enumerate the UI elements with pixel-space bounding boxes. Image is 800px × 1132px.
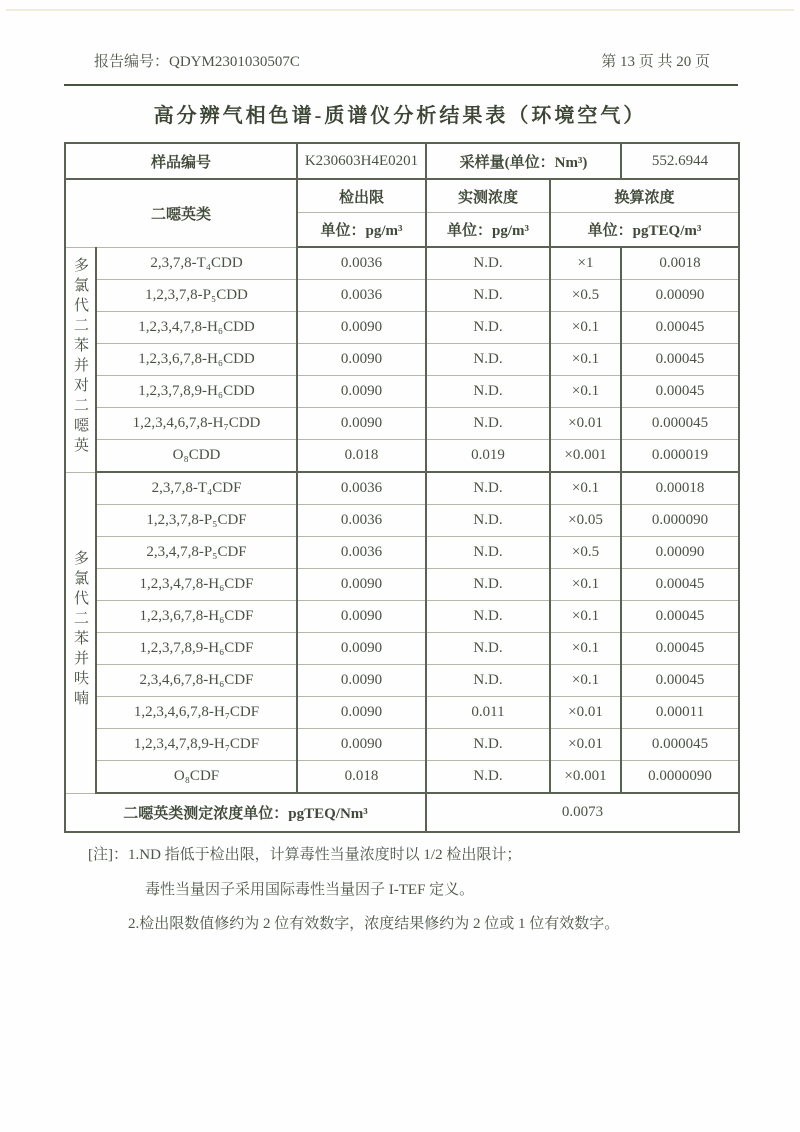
sample-volume-value: 552.6944 bbox=[621, 143, 739, 179]
footnote-prefix: [注]： bbox=[88, 847, 128, 863]
congener-name: 1,2,3,7,8-P₅CDD bbox=[96, 280, 297, 312]
sample-volume-label: 采样量(单位：Nm³) bbox=[426, 143, 621, 179]
scan-artifact-line bbox=[6, 9, 794, 11]
table-row bbox=[65, 761, 739, 794]
tef-factor: ×0.1 bbox=[550, 569, 621, 601]
teq-value: 0.00045 bbox=[621, 601, 739, 633]
analysis-results-table bbox=[64, 142, 740, 833]
detection-limit-value: 0.0090 bbox=[297, 376, 426, 408]
teq-value: 0.00045 bbox=[621, 569, 739, 601]
detection-limit-value: 0.0036 bbox=[297, 537, 426, 569]
detection-limit-value: 0.0036 bbox=[297, 247, 426, 280]
congener-name: 2,3,4,7,8-P₅CDF bbox=[96, 537, 297, 569]
table-row bbox=[65, 344, 739, 376]
tef-factor: ×0.5 bbox=[550, 537, 621, 569]
table-row bbox=[65, 505, 739, 537]
teq-value: 0.000019 bbox=[621, 440, 739, 473]
teq-value: 0.000045 bbox=[621, 729, 739, 761]
measured-unit: 单位：pg/m³ bbox=[426, 213, 550, 248]
measured-value: N.D. bbox=[426, 312, 550, 344]
teq-value: 0.00018 bbox=[621, 472, 739, 505]
sample-id-value: K230603H4E0201 bbox=[297, 143, 426, 179]
tef-factor: ×0.1 bbox=[550, 601, 621, 633]
report-number-label: 报告编号： bbox=[94, 54, 170, 70]
group-pcdf-label: 多氯代二苯并呋喃 bbox=[72, 550, 88, 710]
tef-factor: ×0.01 bbox=[550, 697, 621, 729]
detection-limit-value: 0.0090 bbox=[297, 312, 426, 344]
table-row bbox=[65, 665, 739, 697]
detection-limit-header: 检出限 bbox=[297, 179, 426, 213]
teq-value: 0.00011 bbox=[621, 697, 739, 729]
tef-factor: ×0.1 bbox=[550, 633, 621, 665]
congener-name: 1,2,3,6,7,8-H₆CDD bbox=[96, 344, 297, 376]
measured-value: N.D. bbox=[426, 665, 550, 697]
tef-factor: ×0.1 bbox=[550, 665, 621, 697]
detection-limit-unit: 单位：pg/m³ bbox=[297, 213, 426, 248]
congener-name: O₈CDD bbox=[96, 440, 297, 473]
measured-value: N.D. bbox=[426, 633, 550, 665]
analyte-class-header: 二噁英类 bbox=[65, 179, 297, 247]
total-teq-value: 0.0073 bbox=[426, 793, 739, 832]
measured-value: N.D. bbox=[426, 344, 550, 376]
sample-info-row bbox=[65, 143, 739, 179]
footnotes bbox=[88, 843, 728, 933]
teq-value: 0.00045 bbox=[621, 665, 739, 697]
table-row bbox=[65, 376, 739, 408]
teq-value: 0.00045 bbox=[621, 376, 739, 408]
page-title: 高分辨气相色谱-质谱仪分析结果表（环境空气） bbox=[153, 105, 647, 127]
total-teq-row bbox=[65, 793, 739, 832]
congener-name: O₈CDF bbox=[96, 761, 297, 794]
tef-factor: ×0.01 bbox=[550, 408, 621, 440]
congener-name: 1,2,3,7,8-P₅CDF bbox=[96, 505, 297, 537]
footnote-line-3: 2.检出限数值修约为 2 位有效数字，浓度结果修约为 2 位或 1 位有效数字。 bbox=[128, 916, 620, 932]
measured-value: N.D. bbox=[426, 376, 550, 408]
congener-name: 1,2,3,7,8,9-H₆CDF bbox=[96, 633, 297, 665]
report-number-value: QDYM2301030507C bbox=[169, 54, 300, 70]
detection-limit-value: 0.0090 bbox=[297, 569, 426, 601]
measured-value: N.D. bbox=[426, 472, 550, 505]
congener-name: 1,2,3,4,6,7,8-H₇CDD bbox=[96, 408, 297, 440]
page-indicator: 第 13 页 共 20 页 bbox=[601, 54, 710, 70]
teq-value: 0.000090 bbox=[621, 505, 739, 537]
group-pcdd bbox=[65, 247, 96, 472]
tef-factor: ×0.1 bbox=[550, 472, 621, 505]
congener-name: 2,3,4,6,7,8-H₆CDF bbox=[96, 665, 297, 697]
group-pcdd-label: 多氯代二苯并对二噁英 bbox=[72, 257, 88, 457]
tef-factor: ×0.05 bbox=[550, 505, 621, 537]
column-header-row bbox=[65, 179, 739, 213]
table-row bbox=[65, 729, 739, 761]
table-row bbox=[65, 408, 739, 440]
tef-factor: ×0.5 bbox=[550, 280, 621, 312]
congener-name: 1,2,3,6,7,8-H₆CDF bbox=[96, 601, 297, 633]
detection-limit-value: 0.0090 bbox=[297, 665, 426, 697]
teq-value: 0.0018 bbox=[621, 247, 739, 280]
header-divider bbox=[64, 84, 738, 86]
table-row bbox=[65, 247, 739, 280]
congener-name: 1,2,3,4,7,8,9-H₇CDF bbox=[96, 729, 297, 761]
measured-value: N.D. bbox=[426, 601, 550, 633]
total-teq-label: 二噁英类测定浓度单位：pgTEQ/Nm³ bbox=[65, 793, 426, 832]
detection-limit-value: 0.018 bbox=[297, 440, 426, 473]
tef-factor: ×1 bbox=[550, 247, 621, 280]
table-row bbox=[65, 569, 739, 601]
tef-factor: ×0.1 bbox=[550, 312, 621, 344]
measured-value: N.D. bbox=[426, 569, 550, 601]
footnote-line-2: 毒性当量因子采用国际毒性当量因子 I-TEF 定义。 bbox=[145, 882, 475, 898]
congener-name: 1,2,3,4,7,8-H₆CDD bbox=[96, 312, 297, 344]
table-row bbox=[65, 440, 739, 473]
teq-value: 0.00090 bbox=[621, 280, 739, 312]
measured-value: N.D. bbox=[426, 408, 550, 440]
group-pcdf bbox=[65, 472, 96, 793]
congener-name: 2,3,7,8-T₄CDD bbox=[96, 247, 297, 280]
detection-limit-value: 0.0036 bbox=[297, 505, 426, 537]
table-row bbox=[65, 697, 739, 729]
teq-value: 0.00045 bbox=[621, 633, 739, 665]
tef-factor: ×0.001 bbox=[550, 761, 621, 794]
detection-limit-value: 0.0090 bbox=[297, 633, 426, 665]
table-row bbox=[65, 280, 739, 312]
measured-concentration-header: 实测浓度 bbox=[426, 179, 550, 213]
congener-name: 1,2,3,4,7,8-H₆CDF bbox=[96, 569, 297, 601]
tef-factor: ×0.1 bbox=[550, 376, 621, 408]
detection-limit-value: 0.0090 bbox=[297, 408, 426, 440]
detection-limit-value: 0.0036 bbox=[297, 472, 426, 505]
measured-value: N.D. bbox=[426, 247, 550, 280]
detection-limit-value: 0.0090 bbox=[297, 729, 426, 761]
measured-value: N.D. bbox=[426, 505, 550, 537]
detection-limit-value: 0.0036 bbox=[297, 280, 426, 312]
teq-value: 0.00045 bbox=[621, 312, 739, 344]
table-row bbox=[65, 472, 739, 505]
converted-concentration-header: 换算浓度 bbox=[550, 179, 739, 213]
teq-value: 0.00045 bbox=[621, 344, 739, 376]
teq-value: 0.000045 bbox=[621, 408, 739, 440]
tef-factor: ×0.1 bbox=[550, 344, 621, 376]
measured-value: N.D. bbox=[426, 761, 550, 794]
document-header bbox=[94, 50, 710, 71]
converted-unit: 单位：pgTEQ/m³ bbox=[550, 213, 739, 248]
teq-value: 0.00090 bbox=[621, 537, 739, 569]
measured-value: N.D. bbox=[426, 729, 550, 761]
sample-id-label: 样品编号 bbox=[65, 143, 297, 179]
report-number bbox=[94, 50, 300, 71]
congener-name: 2,3,7,8-T₄CDF bbox=[96, 472, 297, 505]
measured-value: N.D. bbox=[426, 537, 550, 569]
table-row bbox=[65, 312, 739, 344]
detection-limit-value: 0.0090 bbox=[297, 601, 426, 633]
measured-value: 0.019 bbox=[426, 440, 550, 473]
tef-factor: ×0.001 bbox=[550, 440, 621, 473]
detection-limit-value: 0.018 bbox=[297, 761, 426, 794]
congener-name: 1,2,3,4,6,7,8-H₇CDF bbox=[96, 697, 297, 729]
tef-factor: ×0.01 bbox=[550, 729, 621, 761]
table-row bbox=[65, 633, 739, 665]
detection-limit-value: 0.0090 bbox=[297, 344, 426, 376]
teq-value: 0.0000090 bbox=[621, 761, 739, 794]
measured-value: 0.011 bbox=[426, 697, 550, 729]
footnote-1-text: 1.ND 指低于检出限，计算毒性当量浓度时以 1/2 检出限计； bbox=[128, 847, 522, 863]
congener-name: 1,2,3,7,8,9-H₆CDD bbox=[96, 376, 297, 408]
table-row bbox=[65, 601, 739, 633]
measured-value: N.D. bbox=[426, 280, 550, 312]
footnote-line-1 bbox=[88, 843, 728, 864]
detection-limit-value: 0.0090 bbox=[297, 697, 426, 729]
table-row bbox=[65, 537, 739, 569]
